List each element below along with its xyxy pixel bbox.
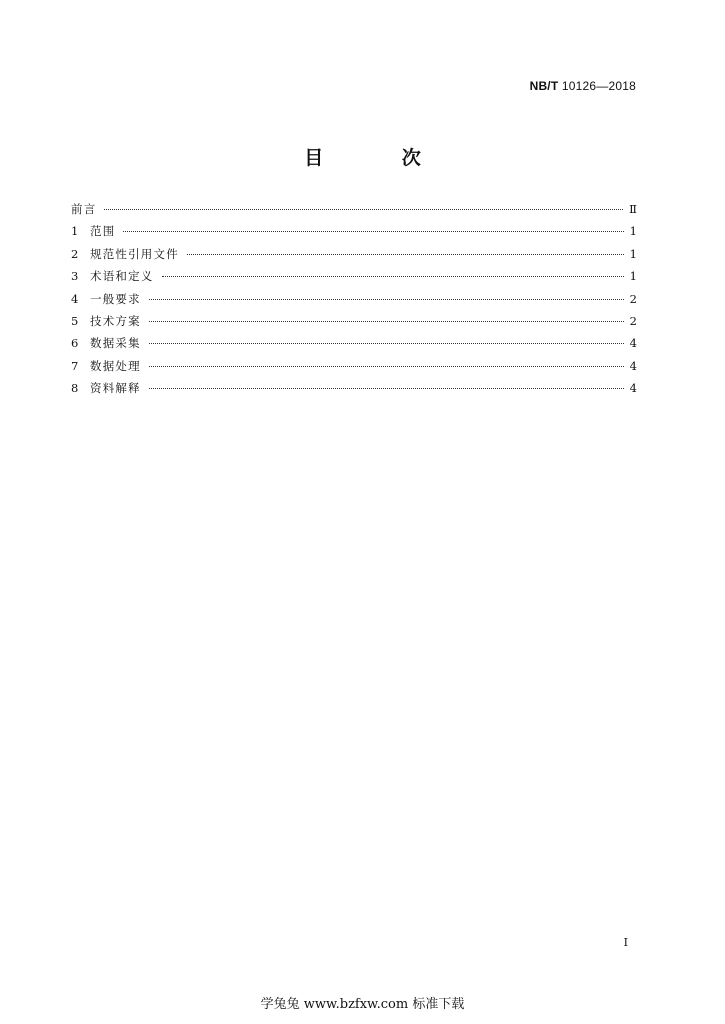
toc-title: 目 次 — [304, 147, 457, 169]
toc-entry-4[interactable] — [71, 291, 637, 313]
toc-leader-dots — [149, 321, 624, 322]
toc-entry-page: 4 — [629, 381, 637, 396]
toc-leader-dots — [149, 299, 624, 300]
toc-entry-number: 3 — [71, 269, 79, 284]
toc-entry-number: 5 — [71, 313, 79, 328]
toc-entry-title: 技术方案 — [90, 313, 141, 328]
page-number: I — [623, 936, 628, 949]
toc-entry-page: 4 — [629, 336, 637, 351]
toc-entry-title: 范围 — [90, 224, 116, 239]
toc-entry-foreword[interactable] — [71, 201, 637, 223]
toc-entry-number: 2 — [71, 246, 79, 261]
toc-leader-dots — [187, 254, 624, 255]
toc-entry-title: 前言 — [71, 202, 97, 216]
standard-number: 10126—2018 — [561, 79, 636, 93]
toc-leader-dots — [162, 276, 624, 277]
toc-leader-dots — [149, 366, 624, 367]
toc-entry-title: 数据采集 — [90, 336, 141, 351]
toc-entry-6[interactable] — [71, 335, 637, 357]
watermark-text: 学兔兔 www.bzfxw.com 标准下载 — [260, 997, 465, 1012]
toc-entry-title: 数据处理 — [90, 358, 141, 373]
toc-entry-title: 资料解释 — [90, 381, 141, 396]
toc-entry-number: 8 — [71, 381, 79, 396]
toc-entry-page: 4 — [629, 358, 637, 373]
toc-entry-3[interactable] — [71, 268, 637, 290]
toc-entry-title: 规范性引用文件 — [90, 246, 179, 261]
toc-entry-page: 1 — [629, 269, 637, 284]
toc-entry-number: 4 — [71, 291, 79, 306]
toc-entry-number: 6 — [71, 336, 79, 351]
toc-entry-page: 2 — [629, 291, 637, 306]
toc-entry-title: 一般要求 — [90, 291, 141, 306]
toc-leader-dots — [104, 209, 623, 210]
toc-entry-page: Ⅱ — [629, 202, 637, 216]
toc-entry-number: 1 — [71, 224, 79, 239]
toc-entry-page: 1 — [629, 224, 637, 239]
toc-leader-dots — [149, 343, 624, 344]
toc-list — [71, 201, 637, 403]
standard-prefix: NB/T — [529, 79, 559, 93]
toc-leader-dots — [149, 388, 624, 389]
toc-entry-2[interactable] — [71, 246, 637, 268]
toc-entry-1[interactable] — [71, 223, 637, 245]
toc-leader-dots — [123, 231, 623, 232]
toc-entry-7[interactable] — [71, 358, 637, 380]
toc-entry-8[interactable] — [71, 380, 637, 402]
toc-entry-5[interactable] — [71, 313, 637, 335]
standard-code — [530, 79, 636, 93]
toc-entry-page: 2 — [629, 313, 637, 328]
toc-entry-page: 1 — [629, 246, 637, 261]
toc-entry-title: 术语和定义 — [90, 269, 154, 284]
toc-entry-number: 7 — [71, 358, 79, 373]
